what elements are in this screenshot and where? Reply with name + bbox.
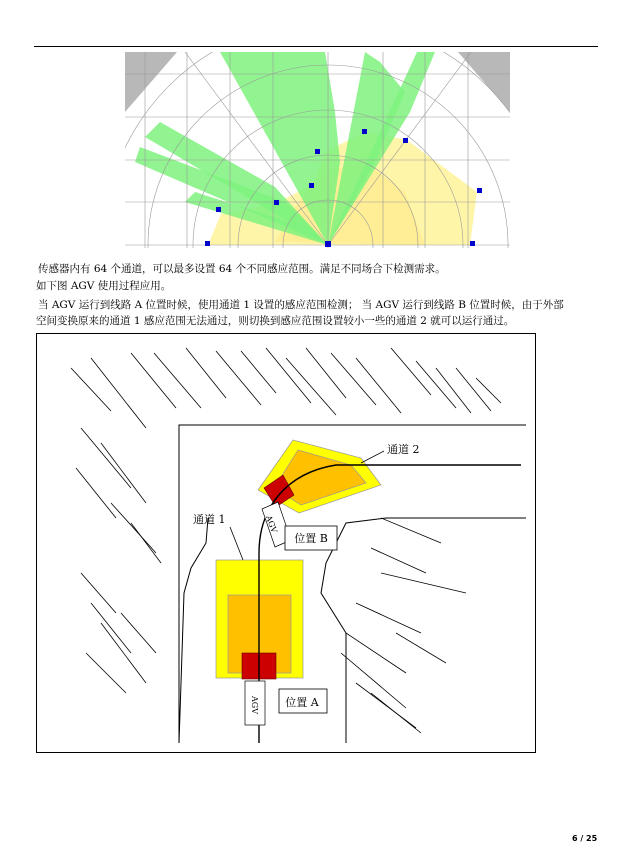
agv-label-b: AGV — [264, 514, 279, 535]
paragraph-usage: 如下图 AGV 使用过程应用。 — [36, 280, 172, 292]
paragraph-explain-line2: 空间变换原来的通道 1 感应范围无法通过，则切换到感应范围设置较小一些的通道 2 就可以运行通过。 — [36, 315, 515, 327]
agv-channel-diagram — [36, 333, 536, 753]
position-a-label: 位置 A — [285, 696, 319, 709]
paragraph-explain-line1: 当 AGV 运行到线路 A 位置时候，使用通道 1 设置的感应范围检测； 当 AGV 运行到线路 B 位置时候，由于外部 — [38, 299, 564, 311]
channel-1-label: 通道 1 — [193, 513, 226, 526]
channel-2-label: 通道 2 — [387, 443, 420, 456]
agv-label-a: AGV — [250, 696, 259, 714]
page-number: 6 / 25 — [572, 834, 598, 843]
position-b-label: 位置 B — [294, 532, 328, 545]
paragraph-channels: 传感器内有 64 个通道，可以最多设置 64 个不同感应范围。满足不同场合下检测需求。 — [38, 263, 446, 275]
header-rule — [34, 46, 598, 47]
sensor-field-figure — [125, 52, 510, 248]
